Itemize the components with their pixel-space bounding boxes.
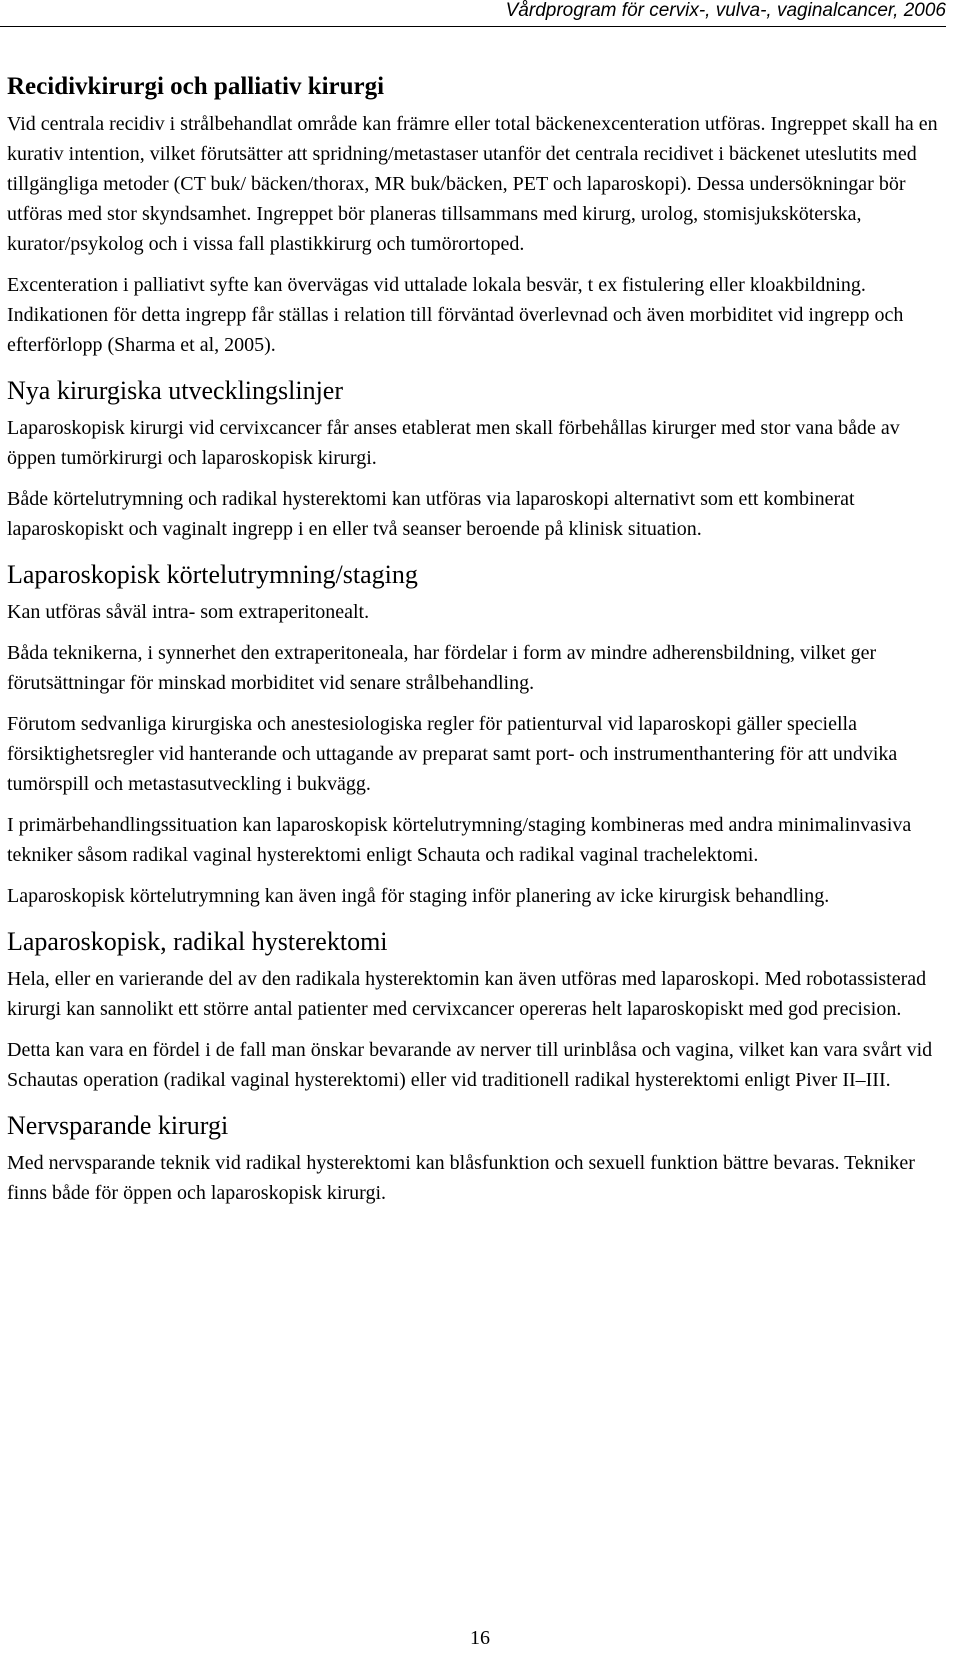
paragraph: Detta kan vara en fördel i de fall man önskar bevarande av nerver till urinblåsa och vagina, vilket kan vara svårt vid Schautas operation (radikal vaginal hysterektomi) eller vid traditionell radikal hysterektomi enligt Piver II–III. — [7, 1039, 933, 1091]
section-nervsparande-kirurgi — [7, 1110, 947, 1208]
section-heading: Nya kirurgiska utvecklingslinjer — [7, 376, 344, 405]
paragraph: Kan utföras såväl intra- som extraperitonealt. — [7, 601, 370, 623]
paragraph: Förutom sedvanliga kirurgiska och anestesiologiska regler för patienturval vid laparoskopi gäller speciella försiktighetsregler vid hanterande och uttagande av preparat samt port- och instrumenthantering för att undvika tumörspill och metastasutveckling i bukvägg. — [7, 713, 898, 795]
paragraph: Båda teknikerna, i synnerhet den extraperitoneala, har fördelar i form av mindre adherensbildning, vilket ger förutsättningar för minskad morbiditet vid senare strålbehandling. — [7, 642, 877, 694]
page-number: 16 — [470, 1627, 490, 1649]
paragraph: I primärbehandlingssituation kan laparoskopisk körtelutrymning/staging kombineras med andra minimalinvasiva tekniker såsom radikal vaginal hysterektomi enligt Schauta och radikal vaginal trachelektomi. — [7, 814, 912, 866]
section-heading: Laparoskopisk körtelutrymning/staging — [7, 560, 418, 589]
section-nya-kirurgiska-utvecklingslinjer — [7, 375, 947, 544]
section-laparoskopisk-kortelutrymning — [7, 559, 947, 911]
paragraph: Hela, eller en varierande del av den radikala hysterektomin kan även utföras med laparoskopi. Med robotassisterad kirurgi kan sannolikt ett större antal patienter med cervixcancer opereras helt laparoskopiskt med god precision. — [7, 968, 927, 1020]
page-header: Vårdprogram för cervix-, vulva-, vaginalcancer, 2006 — [0, 0, 946, 27]
paragraph: Vid centrala recidiv i strålbehandlat område kan främre eller total bäckenexcenteration utföras. Ingreppet skall ha en kurativ intention, vilket förutsätter att spridning/metastaser utanför det centrala recidivet i bäckenet uteslutits med tillgängliga metoder (CT buk/ bäcken/thorax, MR buk/bäcken, PET och laparoskopi). Dessa undersökningar bör utföras med stor skyndsamhet. Ingreppet bör planeras tillsammans med kirurg, urolog, stomisjuksköterska, kurator/psykolog och i vissa fall plastikkirurg och tumörortoped. — [7, 113, 938, 255]
section-recidivkirurgi — [7, 71, 947, 360]
section-heading: Nervsparande kirurgi — [7, 1111, 229, 1140]
paragraph: Laparoskopisk körtelutrymning kan även ingå för staging inför planering av icke kirurgisk behandling. — [7, 885, 830, 907]
section-heading: Recidivkirurgi och palliativ kirurgi — [7, 73, 385, 100]
section-laparoskopisk-radikal-hysterektomi — [7, 926, 947, 1095]
paragraph: Laparoskopisk kirurgi vid cervixcancer får anses etablerat men skall förbehållas kirurger med stor vana både av öppen tumörkirurgi och laparoskopisk kirurgi. — [7, 417, 900, 469]
section-heading: Laparoskopisk, radikal hysterektomi — [7, 927, 388, 956]
paragraph: Både körtelutrymning och radikal hysterektomi kan utföras via laparoskopi alternativt som ett kombinerat laparoskopiskt och vaginalt ingrepp i en eller två seanser beroende på klinisk situation. — [7, 488, 855, 540]
paragraph: Med nervsparande teknik vid radikal hysterektomi kan blåsfunktion och sexuell funktion bättre bevaras. Tekniker finns både för öppen och laparoskopisk kirurgi. — [7, 1152, 915, 1204]
paragraph: Excenteration i palliativt syfte kan övervägas vid uttalade lokala besvär, t ex fistulering eller kloakbildning. Indikationen för detta ingrepp får ställas i relation till förväntad överlevnad och även morbiditet vid ingrepp och efterförlopp (Sharma et al, 2005). — [7, 274, 904, 356]
document-body — [7, 71, 947, 1219]
